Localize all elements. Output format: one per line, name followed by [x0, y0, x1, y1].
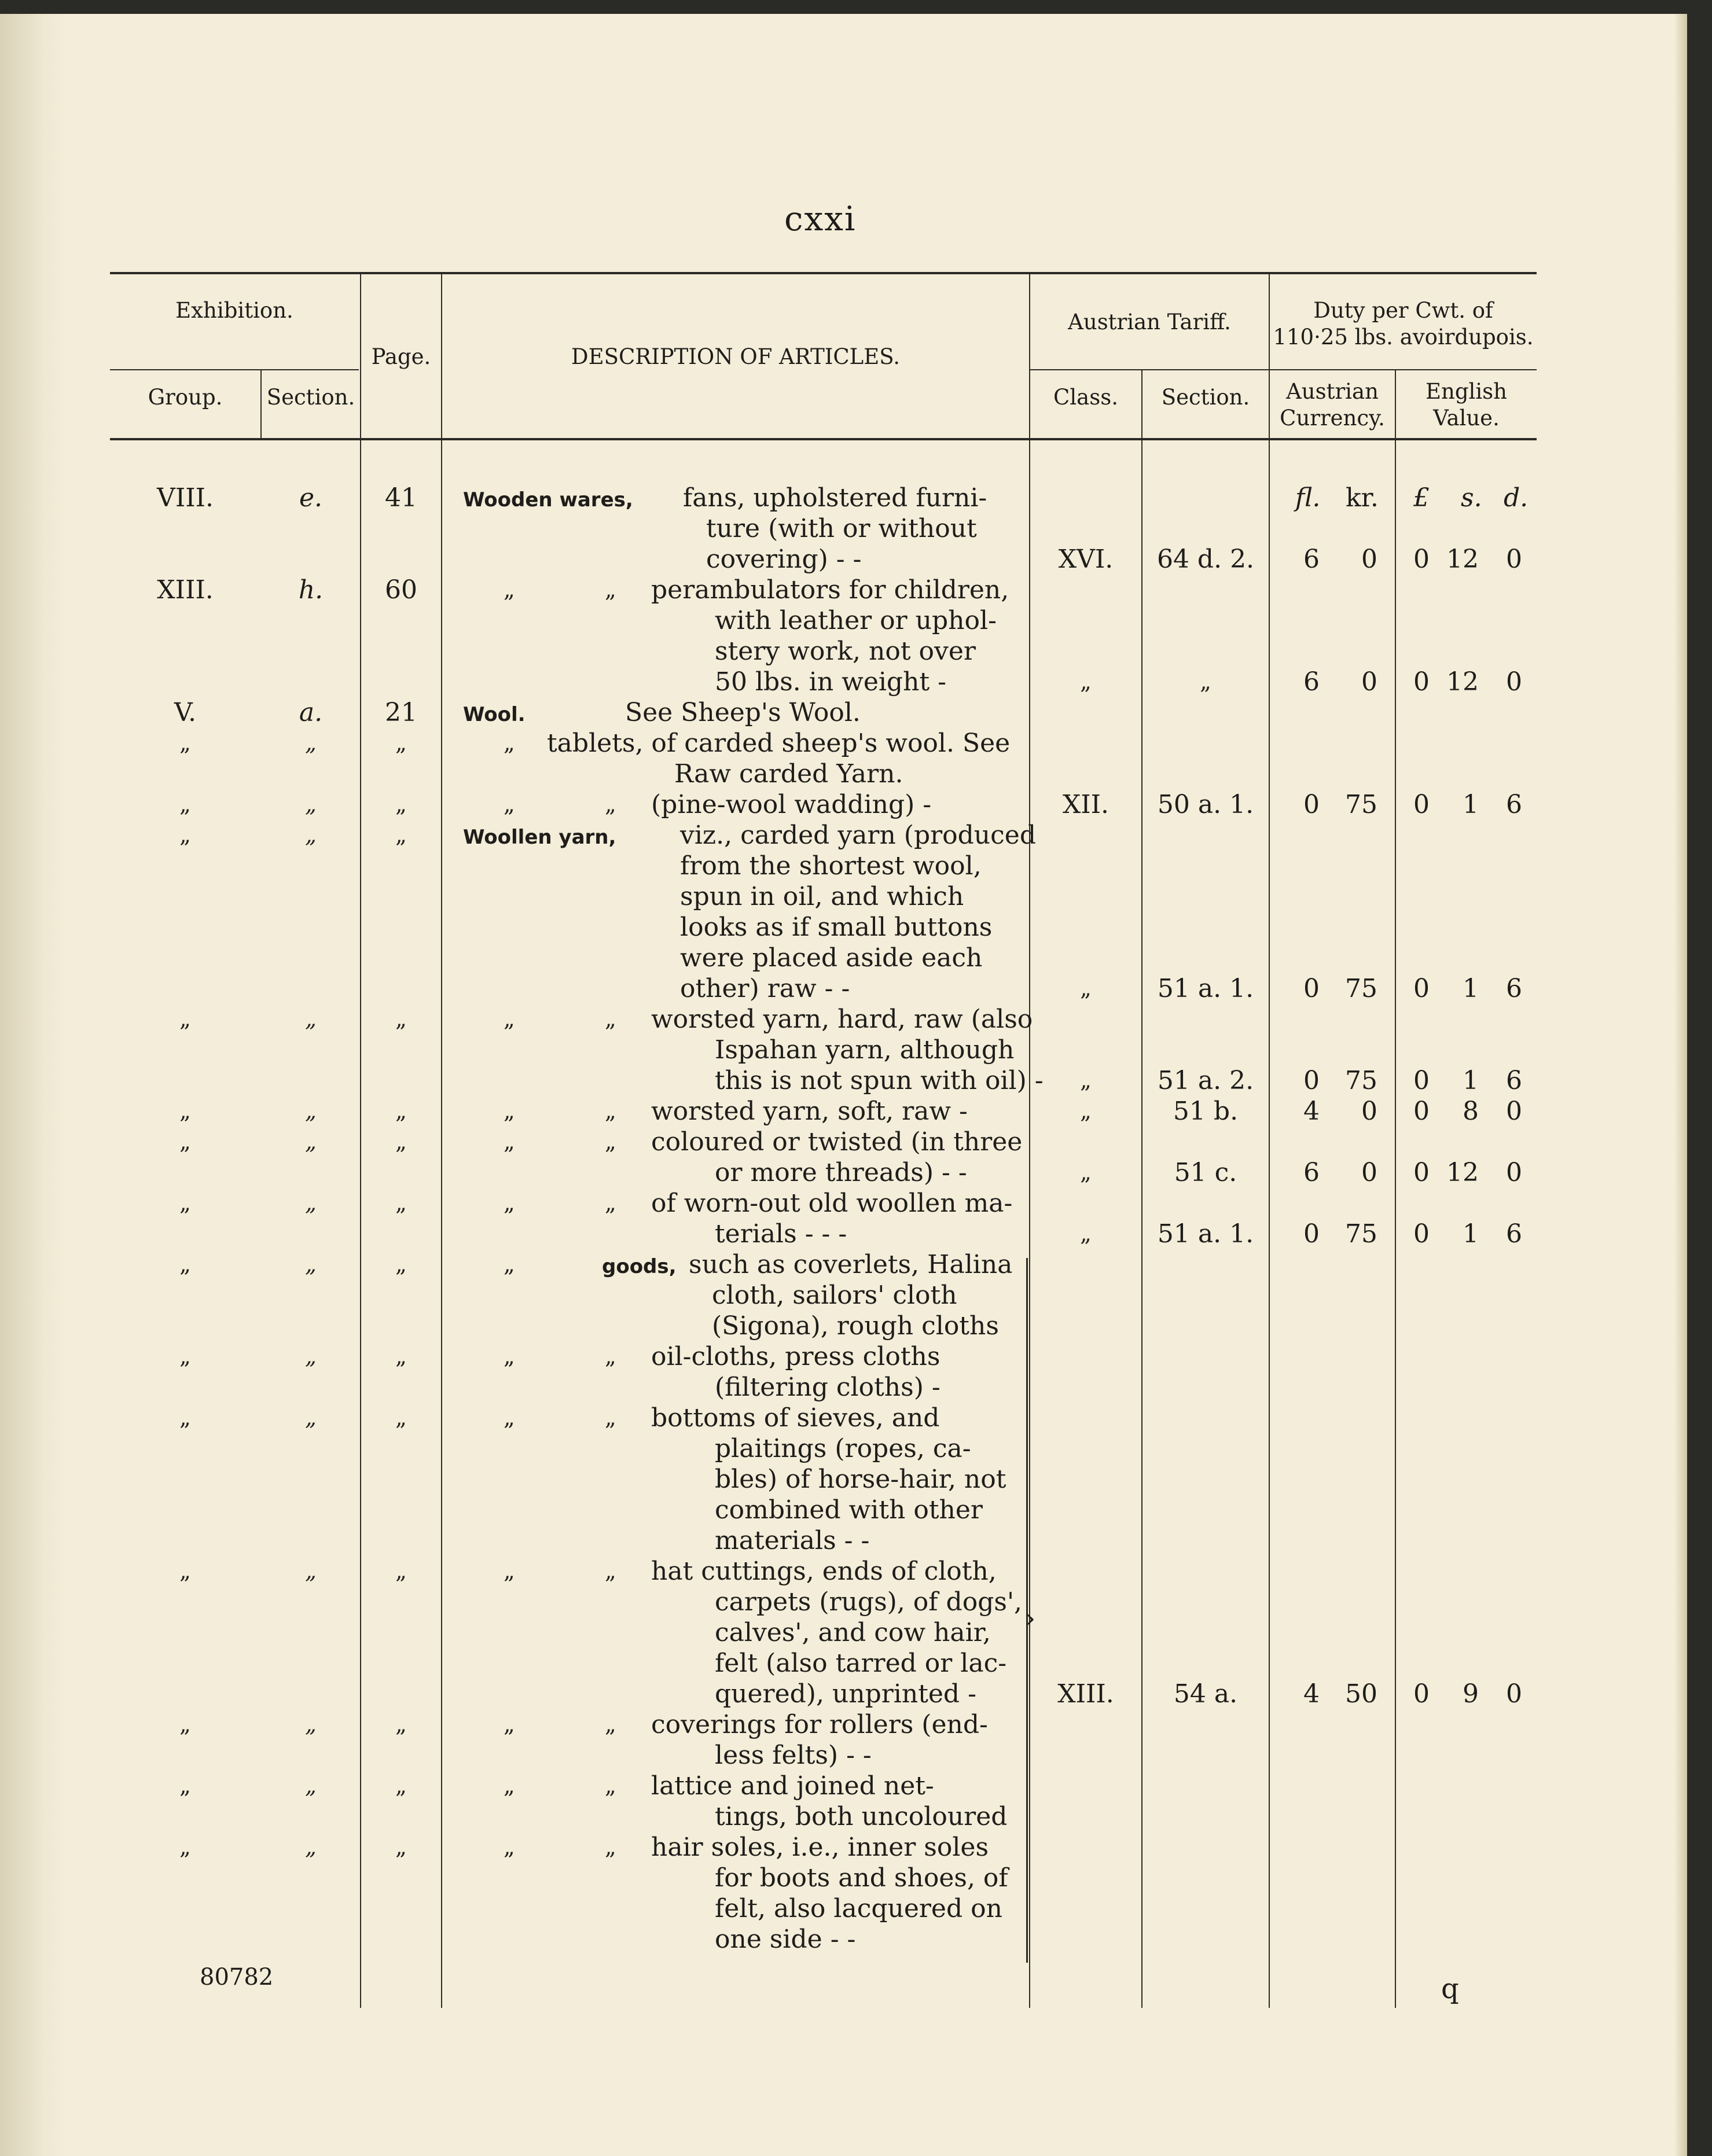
row-page: „ [395, 1252, 407, 1277]
document-page [0, 14, 1687, 2156]
description-line: bottoms of sieves, and [651, 1403, 940, 1433]
row-tariff-section: 51 a. 1. [1157, 974, 1254, 1003]
row-class: XIII. [1057, 1679, 1114, 1709]
row-group: V. [174, 698, 197, 727]
description-divider [1029, 272, 1030, 2008]
row-page: 41 [385, 483, 417, 513]
row-heading: goods, [602, 1255, 677, 1278]
row-class: „ [1080, 1221, 1092, 1246]
description-line: of worn-out old woollen ma- [651, 1189, 1013, 1218]
ditto-mark: „ [504, 730, 515, 756]
row-shilling: 1 [1463, 1219, 1479, 1249]
row-tariff-section: 50 a. 1. [1157, 790, 1254, 819]
row-group: „ [179, 792, 191, 817]
ditto-mark: „ [605, 1405, 616, 1430]
ditto-mark: „ [605, 1344, 616, 1369]
description-line: viz., carded yarn (produced [680, 821, 1036, 850]
row-heading: Woollen yarn, [463, 826, 616, 849]
row-page: 21 [385, 698, 417, 727]
description-line: terials - - - [715, 1219, 847, 1249]
row-class: „ [1080, 1098, 1092, 1124]
ditto-mark: „ [605, 1098, 616, 1124]
row-kreuzer: 0 [1361, 1097, 1377, 1126]
description-line: ture (with or without [706, 514, 977, 543]
row-kreuzer: 0 [1361, 1158, 1377, 1187]
footer-signature: q [1441, 1973, 1459, 2005]
row-class: XII. [1062, 790, 1110, 819]
row-group: „ [179, 822, 191, 848]
row-group: „ [179, 1344, 191, 1369]
row-tariff-section: 54 a. [1173, 1679, 1238, 1709]
row-shilling: 12 [1446, 544, 1479, 574]
description-line: stery work, not over [715, 637, 976, 666]
description-line: from the shortest wool, [680, 851, 982, 881]
ditto-mark: „ [605, 577, 616, 602]
ditto-mark: „ [605, 792, 616, 817]
row-tariff-section: 64 d. 2. [1156, 544, 1255, 574]
ditto-mark: „ [504, 1344, 515, 1369]
row-page: „ [395, 1129, 407, 1154]
ditto-mark: „ [605, 1129, 616, 1154]
row-florin: 6 [1303, 544, 1320, 574]
description-line: tings, both uncoloured [715, 1802, 1008, 1831]
row-pence: 6 [1506, 790, 1522, 819]
row-page: „ [395, 1773, 407, 1798]
ditto-mark: „ [504, 1129, 515, 1154]
description-line: such as coverlets, Halina [689, 1250, 1013, 1279]
header-austrian-currency: Austrian [1286, 379, 1379, 404]
ditto-mark: „ [605, 1712, 616, 1737]
description-line: worsted yarn, soft, raw - [651, 1097, 968, 1126]
header-austrian-tariff: Austrian Tariff. [1068, 310, 1231, 334]
row-page: „ [395, 1834, 407, 1860]
row-section: e. [299, 483, 323, 513]
header-description: DESCRIPTION OF ARTICLES. [571, 344, 901, 369]
row-shilling: 1 [1463, 974, 1479, 1003]
row-section: „ [305, 792, 317, 817]
row-florin: 0 [1303, 1066, 1320, 1095]
row-tariff-section: 51 c. [1174, 1158, 1237, 1187]
description-line: calves', and cow hair, [715, 1618, 991, 1647]
row-kreuzer: 75 [1345, 1219, 1377, 1249]
row-florin: 0 [1303, 1219, 1320, 1249]
row-group: „ [179, 1006, 191, 1032]
description-line: or more threads) - - [715, 1158, 967, 1187]
row-section: „ [305, 730, 317, 756]
row-group: „ [179, 1712, 191, 1737]
unit-pound: £ [1413, 483, 1430, 513]
row-florin: 4 [1303, 1679, 1320, 1709]
row-shilling: 1 [1463, 790, 1479, 819]
row-shilling: 1 [1463, 1066, 1479, 1095]
row-page: „ [395, 1712, 407, 1737]
row-group: „ [179, 1252, 191, 1277]
description-line: coloured or twisted (in three [651, 1127, 1023, 1157]
header-bottom-rule [110, 438, 1537, 440]
row-pound: 0 [1413, 790, 1430, 819]
ditto-mark: „ [605, 1773, 616, 1798]
description-line: oil-cloths, press cloths [651, 1342, 941, 1371]
description-line: coverings for rollers (end- [651, 1710, 988, 1739]
ditto-mark: „ [504, 1190, 515, 1216]
description-line: this is not spun with oil) - [715, 1066, 1044, 1095]
description-line: 50 lbs. in weight - [715, 667, 946, 697]
ditto-mark: „ [605, 1834, 616, 1860]
header-duty: Duty per Cwt. of [1313, 298, 1493, 323]
page-edge [1674, 14, 1687, 2156]
row-section: „ [305, 1098, 317, 1124]
row-page: „ [395, 1344, 407, 1369]
description-line: hair soles, i.e., inner soles [651, 1833, 989, 1862]
row-group: „ [179, 1190, 191, 1216]
row-class: „ [1080, 1068, 1092, 1093]
ditto-mark: „ [504, 1252, 515, 1277]
description-line: worsted yarn, hard, raw (also [651, 1005, 1033, 1034]
row-section: a. [299, 698, 323, 727]
description-line: with leather or uphol- [715, 606, 997, 635]
row-group: „ [179, 1773, 191, 1798]
row-kreuzer: 75 [1345, 974, 1377, 1003]
page-divider [441, 272, 442, 2008]
header-group: Group. [148, 385, 223, 410]
row-florin: 0 [1303, 974, 1320, 1003]
row-pence: 0 [1506, 667, 1522, 697]
row-section: „ [305, 1190, 317, 1216]
description-line: (filtering cloths) - [715, 1373, 941, 1402]
row-page: „ [395, 822, 407, 848]
ditto-mark: „ [605, 1558, 616, 1584]
footer-code: 80782 [200, 1964, 274, 1991]
unit-kreuzer: kr. [1346, 483, 1379, 513]
row-group: VIII. [157, 483, 214, 513]
header-tariff-section: Section. [1161, 385, 1250, 410]
currency-divider [1395, 369, 1396, 2008]
description-line: spun in oil, and which [680, 882, 964, 911]
ditto-mark: „ [504, 577, 515, 602]
header-duty-weight: 110·25 lbs. avoirdupois. [1273, 325, 1534, 349]
description-line: quered), unprinted - [715, 1679, 976, 1709]
row-pence: 0 [1506, 1679, 1522, 1709]
row-pence: 6 [1506, 974, 1522, 1003]
description-line: hat cuttings, ends of cloth, [651, 1557, 997, 1586]
row-section: „ [305, 1558, 317, 1584]
row-page: „ [395, 730, 407, 756]
row-page: „ [395, 1190, 407, 1216]
ditto-mark: „ [504, 1773, 515, 1798]
row-shilling: 9 [1463, 1679, 1479, 1709]
header-section: Section. [266, 385, 355, 410]
binding-gutter [0, 14, 64, 2156]
description-line: covering) - - [706, 544, 862, 574]
row-pound: 0 [1413, 1219, 1430, 1249]
row-shilling: 12 [1446, 1158, 1479, 1187]
description-line: less felts) - - [715, 1741, 872, 1770]
description-line: other) raw - - [680, 974, 850, 1003]
row-heading: Wooden wares, [463, 488, 633, 512]
ditto-mark: „ [504, 1405, 515, 1430]
description-line: cloth, sailors' cloth [712, 1281, 957, 1310]
header-english-value-2: Value. [1433, 406, 1500, 431]
row-pound: 0 [1413, 1679, 1430, 1709]
row-shilling: 12 [1446, 667, 1479, 697]
row-group: „ [179, 1098, 191, 1124]
description-line: tablets, of carded sheep's wool. See [547, 729, 1011, 758]
description-line: combined with other [715, 1495, 983, 1525]
description-line: materials - - [715, 1526, 870, 1555]
row-heading: Wool. [463, 703, 526, 726]
row-florin: 0 [1303, 790, 1320, 819]
ditto-mark: „ [605, 1190, 616, 1216]
description-line: lattice and joined net- [651, 1771, 934, 1801]
description-line: bles) of horse-hair, not [715, 1465, 1006, 1494]
row-page: „ [395, 1405, 407, 1430]
row-section: „ [305, 822, 317, 848]
unit-pence: d. [1504, 483, 1529, 513]
row-pence: 0 [1506, 1158, 1522, 1187]
description-line: Raw carded Yarn. [674, 759, 903, 789]
row-group: „ [179, 730, 191, 756]
table-top-rule [110, 272, 1537, 274]
description-line: one side - - [715, 1925, 856, 1954]
description-line: looks as if small buttons [680, 913, 993, 942]
row-section: „ [305, 1006, 317, 1032]
row-section: h. [298, 575, 324, 605]
description-line: were placed aside each [680, 943, 983, 973]
header-english-value: English [1425, 379, 1507, 404]
row-section: „ [305, 1834, 317, 1860]
row-section: „ [305, 1129, 317, 1154]
row-section: „ [305, 1252, 317, 1277]
row-group: XIII. [157, 575, 214, 605]
tariff-divider [1269, 272, 1270, 2008]
class-divider [1141, 369, 1142, 2008]
unit-florin: fl. [1295, 483, 1321, 513]
row-section: „ [305, 1712, 317, 1737]
row-page: „ [395, 792, 407, 817]
row-pound: 0 [1413, 667, 1430, 697]
ditto-mark: „ [504, 1098, 515, 1124]
row-page: „ [395, 1098, 407, 1124]
row-pound: 0 [1413, 1066, 1430, 1095]
row-group: „ [179, 1129, 191, 1154]
row-section: „ [305, 1405, 317, 1430]
ditto-mark: „ [504, 792, 515, 817]
row-kreuzer: 75 [1345, 1066, 1377, 1095]
row-florin: 4 [1303, 1097, 1320, 1126]
page-number: cxxi [784, 199, 857, 238]
row-kreuzer: 0 [1361, 544, 1377, 574]
row-group: „ [179, 1834, 191, 1860]
row-class: „ [1080, 976, 1092, 1001]
bracket-point: › [1024, 1602, 1036, 1635]
row-pence: 6 [1506, 1066, 1522, 1095]
row-florin: 6 [1303, 1158, 1320, 1187]
row-page: „ [395, 1006, 407, 1032]
ditto-mark: „ [504, 1834, 515, 1860]
exhibition-rule [110, 369, 359, 370]
row-pound: 0 [1413, 1158, 1430, 1187]
row-pence: 0 [1506, 544, 1522, 574]
row-page: 60 [385, 575, 417, 605]
header-austrian-currency-2: Currency. [1280, 406, 1385, 431]
tariff-rule [1029, 369, 1537, 370]
description-line: perambulators for children, [651, 575, 1009, 605]
row-florin: 6 [1303, 667, 1320, 697]
ditto-mark: „ [504, 1712, 515, 1737]
description-line: Ispahan yarn, although [715, 1035, 1015, 1065]
header-class: Class. [1053, 385, 1118, 410]
ditto-mark: „ [605, 1006, 616, 1032]
row-tariff-section: 51 a. 2. [1157, 1066, 1254, 1095]
description-line: felt, also lacquered on [715, 1894, 1002, 1923]
row-tariff-section: 51 a. 1. [1157, 1219, 1254, 1249]
description-line: See Sheep's Wool. [625, 698, 861, 727]
description-line: fans, upholstered furni- [683, 483, 987, 513]
description-line: plaitings (ropes, ca- [715, 1434, 971, 1463]
row-section: „ [305, 1344, 317, 1369]
row-tariff-section: „ [1200, 669, 1211, 694]
row-page: „ [395, 1558, 407, 1584]
description-line: felt (also tarred or lac- [715, 1649, 1007, 1678]
row-pound: 0 [1413, 974, 1430, 1003]
ditto-mark: „ [504, 1558, 515, 1584]
description-line: (Sigona), rough cloths [712, 1311, 999, 1341]
row-shilling: 8 [1463, 1097, 1479, 1126]
row-class: „ [1080, 669, 1092, 694]
ditto-mark: „ [504, 1006, 515, 1032]
row-group: „ [179, 1405, 191, 1430]
row-tariff-section: 51 b. [1173, 1097, 1239, 1126]
header-page: Page. [371, 344, 431, 369]
description-line: carpets (rugs), of dogs', [715, 1587, 1023, 1617]
row-kreuzer: 75 [1345, 790, 1377, 819]
unit-shilling: s. [1461, 483, 1482, 513]
row-kreuzer: 0 [1361, 667, 1377, 697]
row-pence: 0 [1506, 1097, 1522, 1126]
row-group: „ [179, 1558, 191, 1584]
row-pound: 0 [1413, 1097, 1430, 1126]
description-line: (pine-wool wadding) - [651, 790, 932, 819]
row-class: XVI. [1058, 544, 1114, 574]
row-section: „ [305, 1773, 317, 1798]
row-class: „ [1080, 1160, 1092, 1185]
header-exhibition: Exhibition. [175, 298, 293, 323]
row-kreuzer: 50 [1345, 1679, 1377, 1709]
description-line: for boots and shoes, of [715, 1863, 1008, 1893]
row-pound: 0 [1413, 544, 1430, 574]
row-pence: 6 [1506, 1219, 1522, 1249]
